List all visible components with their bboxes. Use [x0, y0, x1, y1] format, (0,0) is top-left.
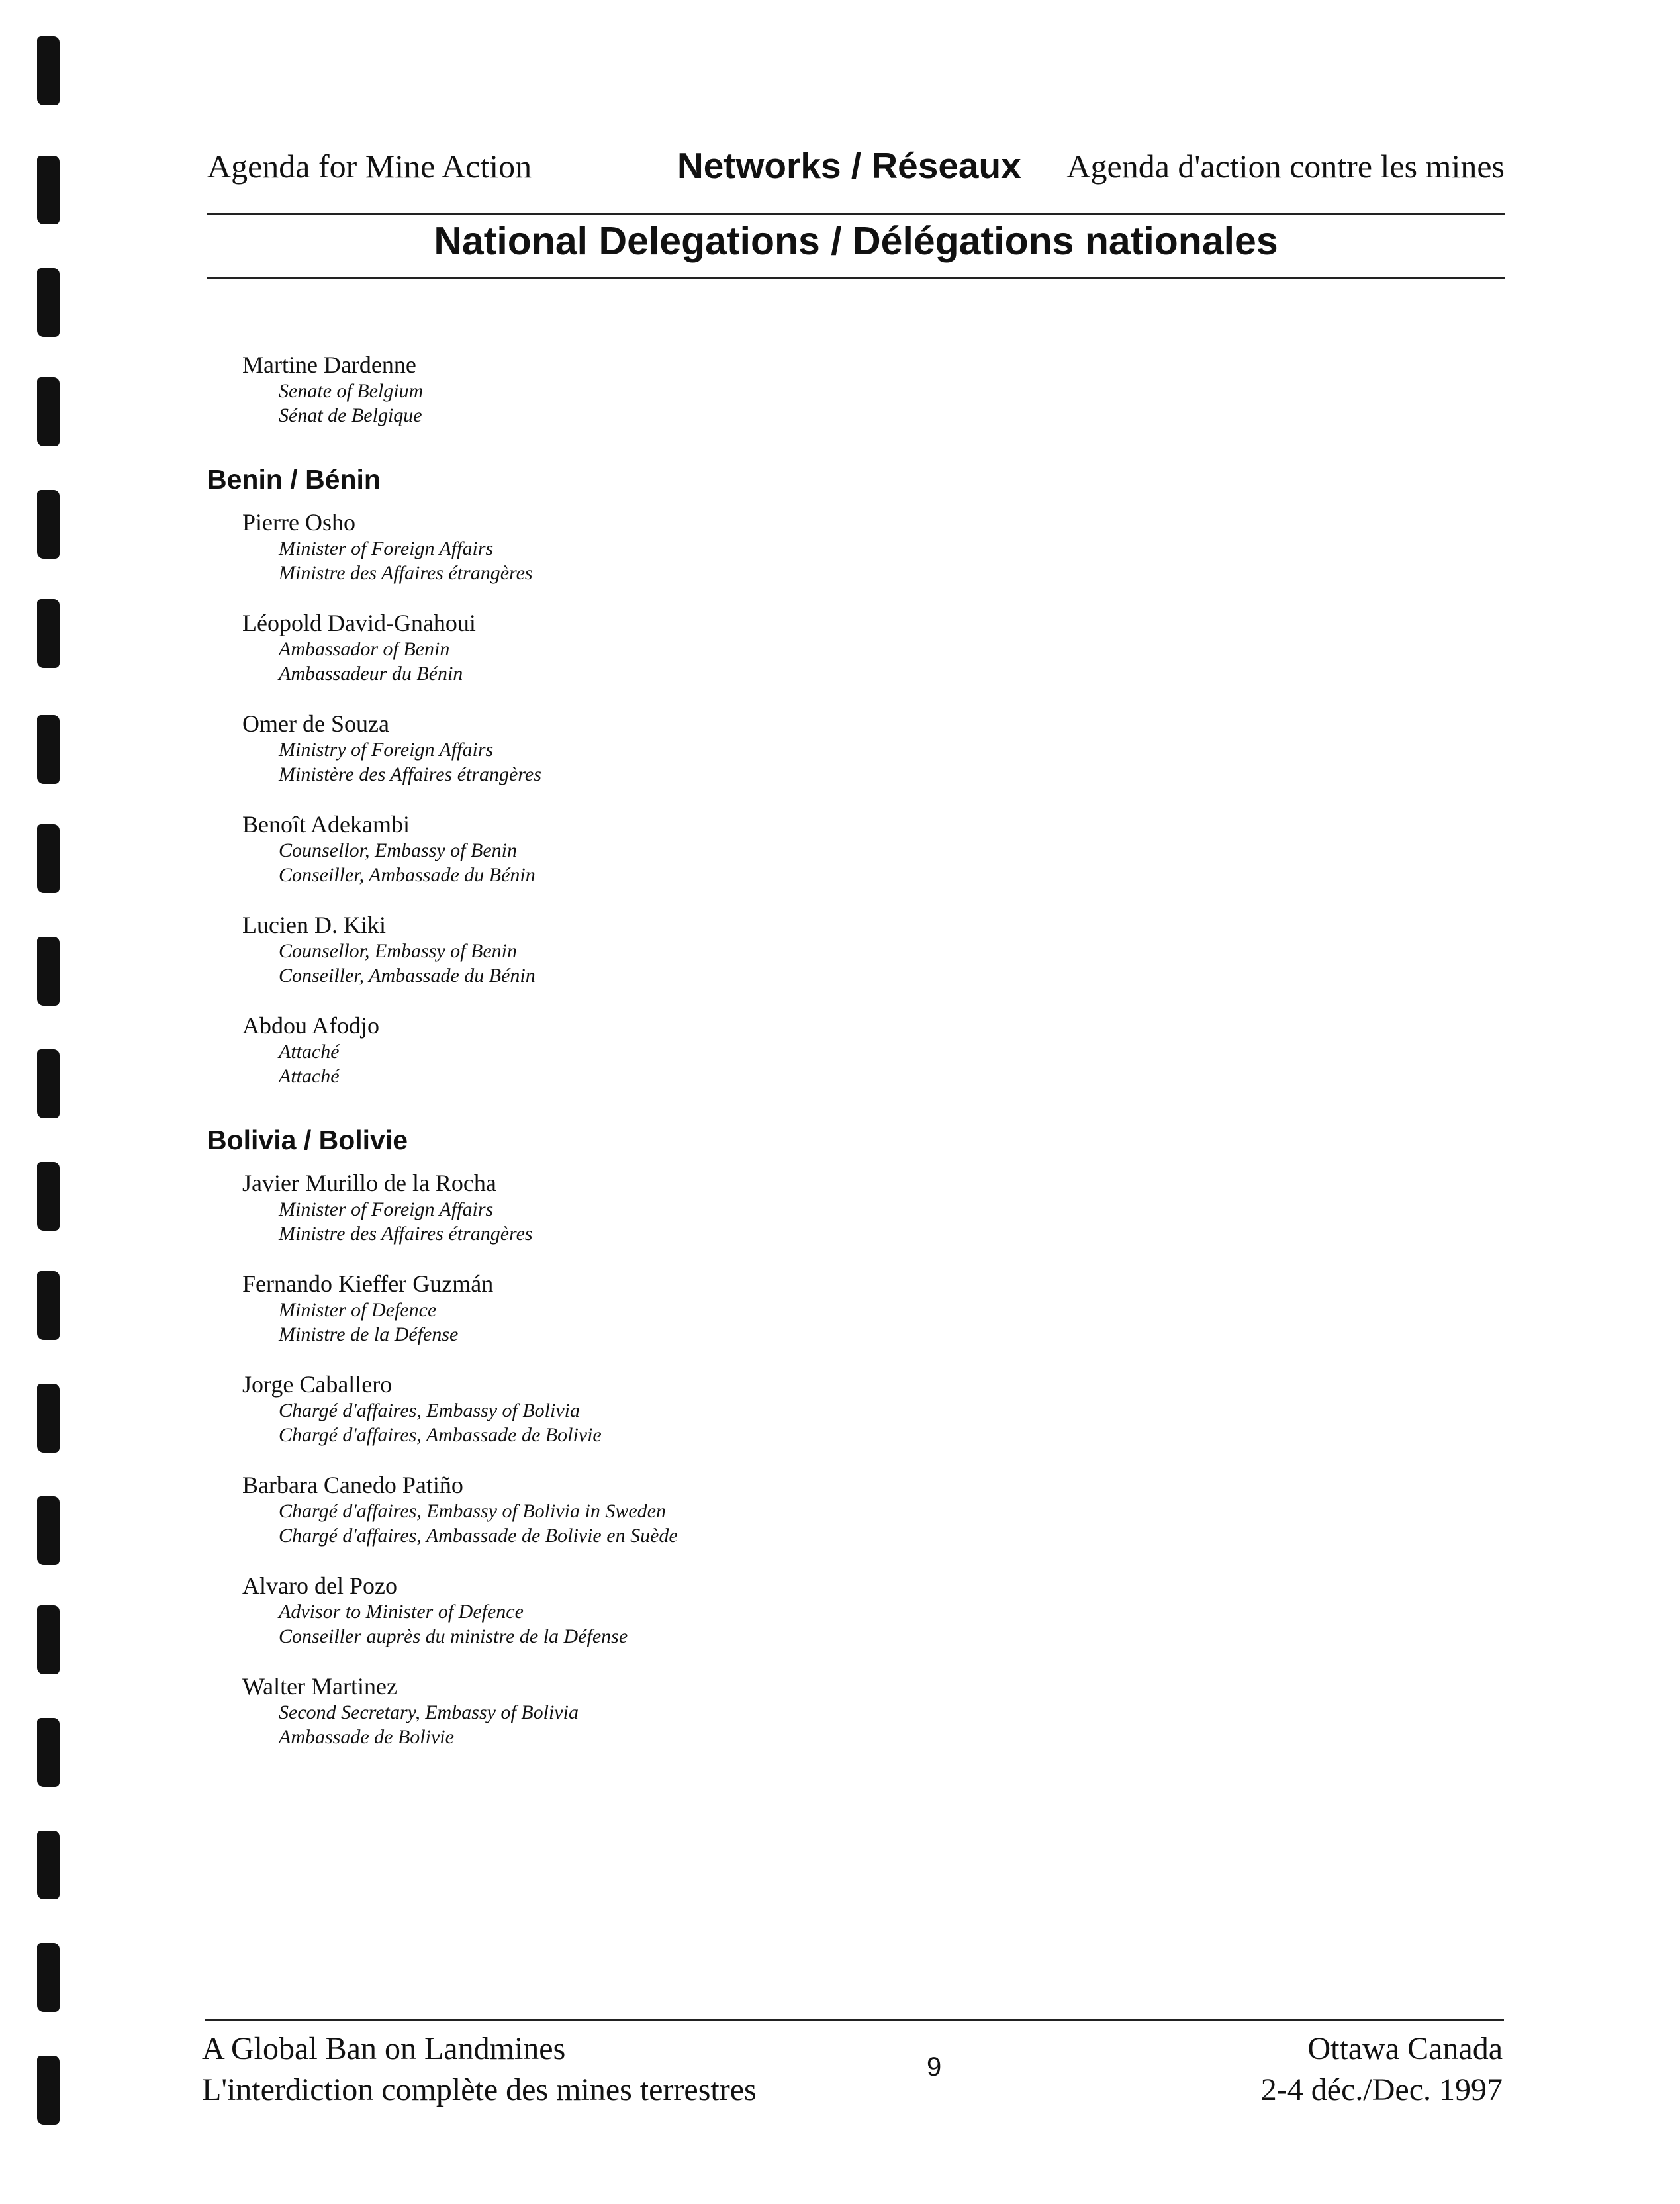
delegate-entry: [242, 1672, 1134, 1749]
delegate-role-en: Chargé d'affaires, Embassy of Bolivia: [279, 1400, 580, 1421]
delegate-role-en: Ministry of Foreign Affairs: [279, 739, 494, 761]
delegate-name: Walter Martinez: [242, 1673, 397, 1700]
delegate-role-fr: Chargé d'affaires, Ambassade de Bolivie en Suède: [279, 1525, 678, 1547]
section-title: National Delegations / Délégations nationales: [434, 219, 1278, 263]
delegate-role-en: Attaché: [279, 1041, 340, 1063]
delegate-role-en: Advisor to Minister of Defence: [279, 1601, 524, 1623]
footer-right: [1261, 2029, 1503, 2111]
delegate-name: Barbara Canedo Patiño: [242, 1472, 463, 1498]
binder-hole: [37, 1943, 60, 2012]
delegate-name: Alvaro del Pozo: [242, 1572, 397, 1599]
delegate-role-en: Chargé d'affaires, Embassy of Bolivia in Sweden: [279, 1500, 666, 1522]
delegate-entry: [242, 351, 1134, 428]
delegate-name: Lucien D. Kiki: [242, 912, 386, 938]
delegate-entry: [242, 1169, 1134, 1246]
header-rule-bottom: [207, 277, 1505, 279]
delegate-role-en: Second Secretary, Embassy of Bolivia: [279, 1701, 579, 1723]
binder-hole: [37, 1605, 60, 1674]
binder-hole: [37, 156, 60, 224]
delegate-role-fr: Ambassadeur du Bénin: [279, 663, 463, 685]
delegate-role-en: Senate of Belgium: [279, 380, 424, 402]
delegate-role-fr: Conseiller, Ambassade du Bénin: [279, 864, 536, 886]
header-left: Agenda for Mine Action: [207, 148, 532, 185]
binder-hole: [37, 824, 60, 893]
running-header: [207, 147, 1505, 193]
footer-rule: [205, 2019, 1504, 2021]
delegate-name: Fernando Kieffer Guzmán: [242, 1270, 494, 1297]
delegate-name: Martine Dardenne: [242, 352, 416, 378]
footer-date: 2-4 déc./Dec. 1997: [1260, 2072, 1503, 2107]
page-number: 9: [927, 2052, 942, 2082]
binder-hole: [37, 1049, 60, 1118]
binder-hole: [37, 599, 60, 668]
binder-hole: [37, 715, 60, 784]
delegate-role-en: Ambassador of Benin: [279, 638, 450, 660]
binder-hole: [37, 1496, 60, 1565]
delegate-entry: [242, 710, 1134, 787]
delegate-role-en: Minister of Foreign Affairs: [279, 538, 494, 559]
delegate-name: Jorge Caballero: [242, 1371, 393, 1398]
header-center: Networks / Réseaux: [677, 145, 1021, 186]
delegate-role-fr: Ambassade de Bolivie: [279, 1726, 454, 1748]
delegate-entry: [242, 1012, 1134, 1088]
delegate-name: Omer de Souza: [242, 710, 389, 737]
binder-hole: [37, 1271, 60, 1340]
delegate-role-en: Counsellor, Embassy of Benin: [279, 839, 517, 861]
binder-hole: [37, 937, 60, 1006]
delegate-name: Benoît Adekambi: [242, 811, 410, 838]
delegate-role-fr: Conseiller, Ambassade du Bénin: [279, 965, 536, 986]
delegate-entry: [242, 1270, 1134, 1347]
binder-hole: [37, 377, 60, 446]
binder-hole: [37, 1162, 60, 1231]
country-heading: Benin / Bénin: [207, 464, 381, 495]
delegate-entry: [242, 1471, 1134, 1548]
binder-hole: [37, 1718, 60, 1787]
delegate-role-en: Minister of Defence: [279, 1299, 437, 1321]
footer-title-en: A Global Ban on Landmines: [202, 2031, 566, 2066]
footer-title-fr: L'interdiction complète des mines terrestres: [202, 2072, 757, 2107]
binder-hole: [37, 1831, 60, 1899]
binder-hole: [37, 490, 60, 559]
delegate-role-fr: Conseiller auprès du ministre de la Défense: [279, 1625, 628, 1647]
delegate-role-en: Counsellor, Embassy of Benin: [279, 940, 517, 962]
delegate-role-fr: Chargé d'affaires, Ambassade de Bolivie: [279, 1424, 602, 1446]
binder-hole: [37, 268, 60, 337]
delegate-entry: [242, 1572, 1134, 1649]
delegate-name: Léopold David-Gnahoui: [242, 610, 476, 636]
country-groups: [207, 459, 1134, 1749]
binder-hole: [37, 2056, 60, 2125]
delegate-role-fr: Ministre des Affaires étrangères: [279, 562, 533, 584]
header-right: Agenda d'action contre les mines: [1066, 148, 1505, 185]
delegate-name: Pierre Osho: [242, 509, 355, 536]
delegate-name: Abdou Afodjo: [242, 1012, 379, 1039]
delegate-role-fr: Ministre de la Défense: [279, 1323, 459, 1345]
footer-location: Ottawa Canada: [1307, 2031, 1503, 2066]
binder-holes: [37, 0, 64, 2204]
delegate-name: Javier Murillo de la Rocha: [242, 1170, 496, 1196]
delegate-entry: [242, 1370, 1134, 1447]
header-rule-top: [207, 213, 1505, 215]
binder-hole: [37, 1384, 60, 1453]
delegate-entry: [242, 609, 1134, 686]
footer-left: [202, 2029, 757, 2111]
delegate-role-en: Minister of Foreign Affairs: [279, 1198, 494, 1220]
delegate-role-fr: Ministre des Affaires étrangères: [279, 1223, 533, 1245]
delegate-entry: [242, 810, 1134, 887]
delegate-role-fr: Attaché: [279, 1065, 340, 1087]
binder-hole: [37, 36, 60, 105]
delegate-entry: [242, 911, 1134, 988]
delegate-role-fr: Ministère des Affaires étrangères: [279, 763, 541, 785]
delegate-entry: [242, 508, 1134, 585]
delegate-role-fr: Sénat de Belgique: [279, 405, 422, 426]
country-heading: Bolivia / Bolivie: [207, 1125, 408, 1155]
delegation-list: [207, 351, 1134, 1773]
